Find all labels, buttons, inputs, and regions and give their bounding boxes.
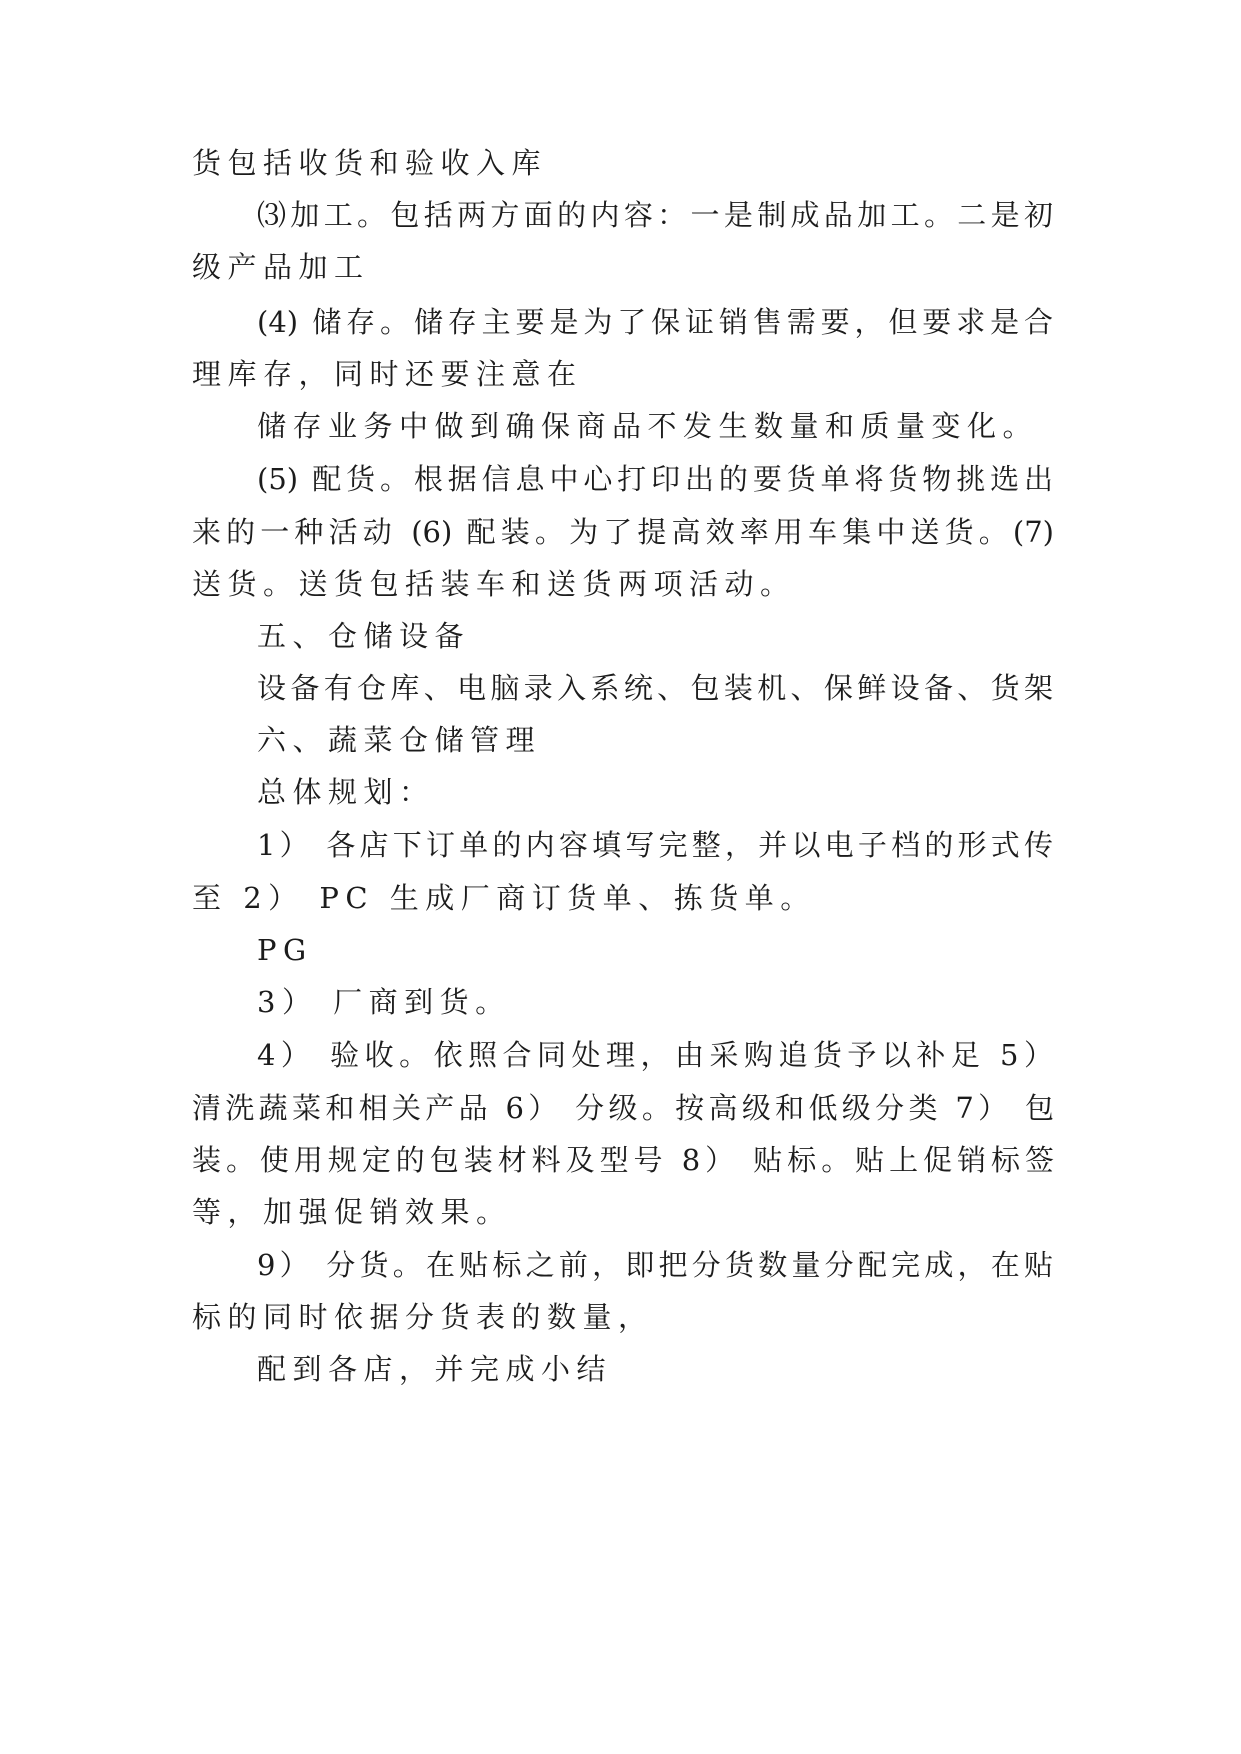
text-line: 1） 各店下订单的内容填写完整，并以电子档的形式传	[257, 828, 1053, 862]
text-line: ⑶加工。包括两方面的内容：一是制成品加工。二是初	[257, 198, 1053, 232]
text-line: 装。使用规定的包装材料及型号 8） 贴标。贴上促销标签	[192, 1143, 1054, 1177]
text-line: PG	[257, 933, 313, 967]
text-line: 送货。送货包括装车和送货两项活动。	[192, 567, 796, 601]
text-line: 配到各店，并完成小结	[257, 1352, 613, 1386]
section-heading: 六、蔬菜仓储管理	[257, 723, 542, 757]
text-line: 理库存，同时还要注意在	[192, 357, 583, 391]
text-line: 清洗蔬菜和相关产品 6） 分级。按高级和低级分类 7） 包	[192, 1091, 1054, 1125]
text-line: 设备有仓库、电脑录入系统、包装机、保鲜设备、货架	[257, 671, 1053, 705]
text-line: 至 2） PC 生成厂商订货单、拣货单。	[192, 881, 816, 915]
text-line: 总体规划：	[257, 775, 435, 809]
text-line: 9） 分货。在贴标之前，即把分货数量分配完成，在贴	[257, 1248, 1053, 1282]
text-line: (5) 配货。根据信息中心打印出的要货单将货物挑选出	[257, 462, 1053, 496]
text-line: 等，加强促销效果。	[192, 1195, 512, 1229]
text-line: 4） 验收。依照合同处理，由采购追货予以补足 5）	[257, 1038, 1053, 1072]
text-line: 储存业务中做到确保商品不发生数量和质量变化。	[257, 409, 1039, 443]
text-line: 来的一种活动 (6) 配装。为了提高效率用车集中送货。(7)	[192, 515, 1054, 549]
text-line: (4) 储存。储存主要是为了保证销售需要，但要求是合	[257, 305, 1053, 339]
text-line: 级产品加工	[192, 250, 370, 284]
text-line: 货包括收货和验收入库	[192, 146, 548, 180]
section-heading: 五、仓储设备	[257, 619, 471, 653]
text-line: 3） 厂商到货。	[257, 985, 511, 1019]
text-line: 标的同时依据分货表的数量，	[192, 1300, 654, 1334]
